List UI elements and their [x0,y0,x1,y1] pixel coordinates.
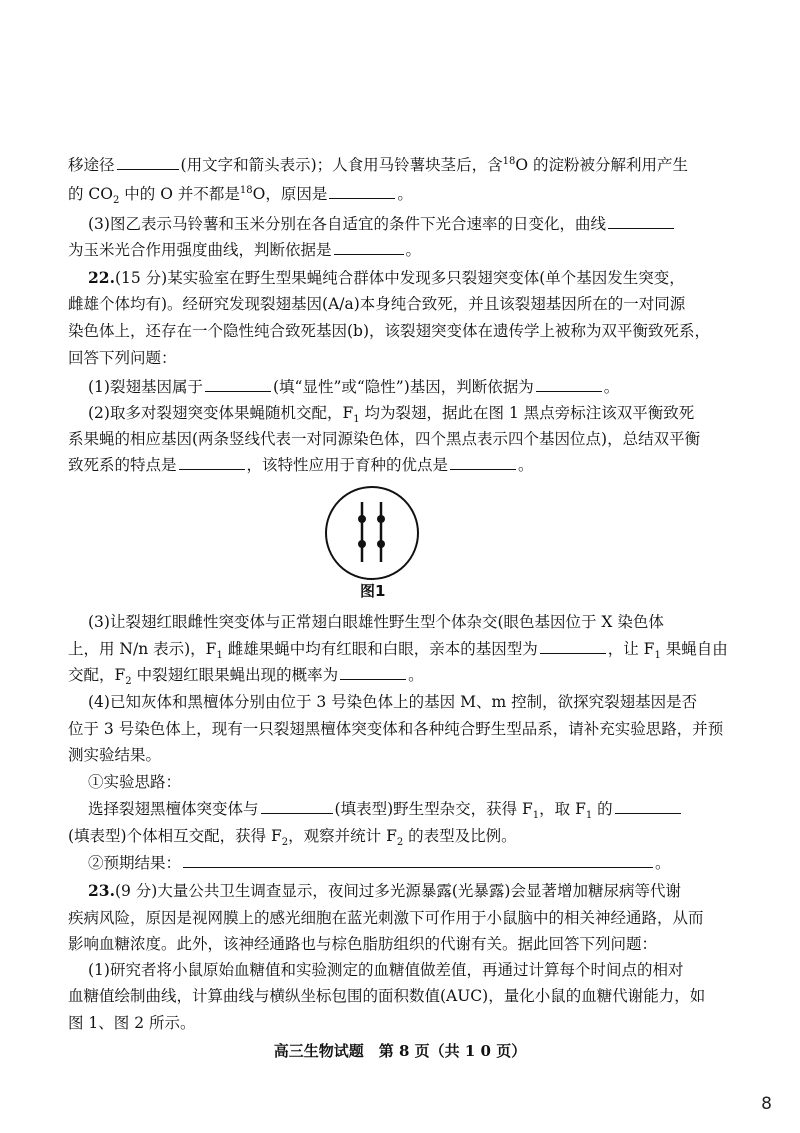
answer-blank[interactable] [334,240,404,255]
q22-part3-line-1: (3)让裂翅红眼雌性突变体与正常翅白眼雄性野生型个体杂交(眼色基因位于 X 染色体 [88,613,664,631]
cell-outline [326,487,418,579]
answer-blank[interactable] [261,799,333,814]
q21-line-3: (3)图乙表示马铃薯和玉米分别在各自适宜的条件下光合速率的日变化，曲线 [88,214,736,234]
q22-line-2: 雌雄个体均有)。经研究发现裂翅基因(A/a)本身纯合致死，并且该裂翅基因所在的一对同源 [68,295,686,313]
q22-header: 22.(15 分)某实验室在野生型果蝇纯合群体中发现多只裂翅突变体(单个基因发生突变， [88,268,685,287]
answer-blank[interactable] [450,455,516,470]
expected-result-line: ②预期结果： 。 [88,854,671,872]
experiment-idea-line-2: (填表型)个体相互交配，获得 $F_2$，观察并统计 $F_2$ 的表型及比例。 [68,827,517,849]
q21-line-2: 的 $CO_2$ 中的 O 并不都是$^{18}$O，原因是 。 [68,184,413,207]
q22-line-4: 回答下列问题： [68,349,177,367]
answer-blank[interactable] [615,799,681,814]
q22-part1: (1)裂翅基因属于 (填“显性”或“隐性”)基因，判断依据为 。 [88,378,620,396]
answer-blank[interactable] [329,184,395,199]
gene-locus-dot[interactable] [358,515,366,523]
answer-blank[interactable] [179,455,245,470]
q23-part1-line-3: 图 1、图 2 所示。 [68,1014,196,1032]
gene-locus-dot[interactable] [358,540,366,548]
page-footer: 高三生物试题 第 8 页（共 1 0 页） [273,1042,527,1060]
answer-blank[interactable] [117,155,179,170]
q22-part2-line-3: 致死系的特点是 ，该特性应用于育种的优点是 。 [68,456,534,474]
q21-line-4: 为玉米光合作用强度曲线，判断依据是 。 [68,241,422,259]
figure-caption: 图1 [360,582,386,600]
q23-header: 23.(9 分)大量公共卫生调查显示，夜间过多光源暴露(光暴露)会显著增加糖尿病等代谢 [88,881,681,900]
q22-part4-line-2: 位于 3 号染色体上，现有一只裂翅黑檀体突变体和各种纯合野生型品系，请补充实验思路，并预 [68,720,724,738]
experiment-idea-label: ①实验思路： [88,773,182,791]
q23-line-3: 影响血糖浓度。此外，该神经通路也与棕色脂肪组织的代谢有关。据此回答下列问题： [68,935,658,953]
gene-locus-dot[interactable] [377,515,385,523]
q21-line-1: 移途径 (用文字和箭头表示)；人食用马铃薯块茎后，含$^{18}$O 的淀粉被分解利用产生 [68,155,688,174]
q22-part4-line-3: 测实验结果。 [68,746,162,764]
q22-part2-line-1: (2)取多对裂翅突变体果蝇随机交配，$F_1$ 均为裂翅，据此在图 1 黑点旁标注该双平衡致死 [88,404,695,426]
q22-part2-line-2: 系果蝇的相应基因(两条竖线代表一对同源染色体，四个黑点表示四个基因位点)，总结双平衡 [68,430,701,448]
q23-part1-line-2: 血糖值绘制曲线，计算曲线与横纵坐标包围的面积数值(AUC)，量化小鼠的血糖代谢能力，如 [68,987,706,1005]
page-number: 8 [761,1094,772,1114]
q23-part1-line-1: (1)研究者将小鼠原始血糖值和实验测定的血糖值做差值，再通过计算每个时间点的相对 [88,961,684,979]
experiment-idea-line-1: 选择裂翅黑檀体突变体与 (填表型)野生型杂交，获得 $F_1$，取 $F_1$ 的 [88,799,736,819]
q22-part3-line-3: 交配，$F_2$ 中裂翅红眼果蝇出现的概率为 。 [68,666,424,688]
answer-blank[interactable] [183,853,653,868]
chromosome-figure [323,484,421,582]
answer-blank[interactable] [205,377,271,392]
answer-blank[interactable] [540,639,606,654]
q22-part3-line-2: 上，用 N/n 表示)，$F_1$ 雌雄果蝇中均有红眼和白眼，亲本的基因型为 ，让 $F_1$ 果蝇自由 [68,640,728,662]
answer-blank[interactable] [536,377,602,392]
q23-line-2: 疾病风险，原因是视网膜上的感光细胞在蓝光刺激下可作用于小鼠脑中的相关神经通路，从而 [68,909,704,927]
answer-blank[interactable] [340,665,406,680]
q22-line-3: 染色体上，还存在一个隐性纯合致死基因(b)，该裂翅突变体在遗传学上被称为双平衡致死系， [68,322,711,340]
q22-part4-line-1: (4)已知灰体和黑檀体分别由位于 3 号染色体上的基因 M、m 控制，欲探究裂翅基因是否 [88,693,698,711]
answer-blank[interactable] [608,214,674,229]
gene-locus-dot[interactable] [377,540,385,548]
